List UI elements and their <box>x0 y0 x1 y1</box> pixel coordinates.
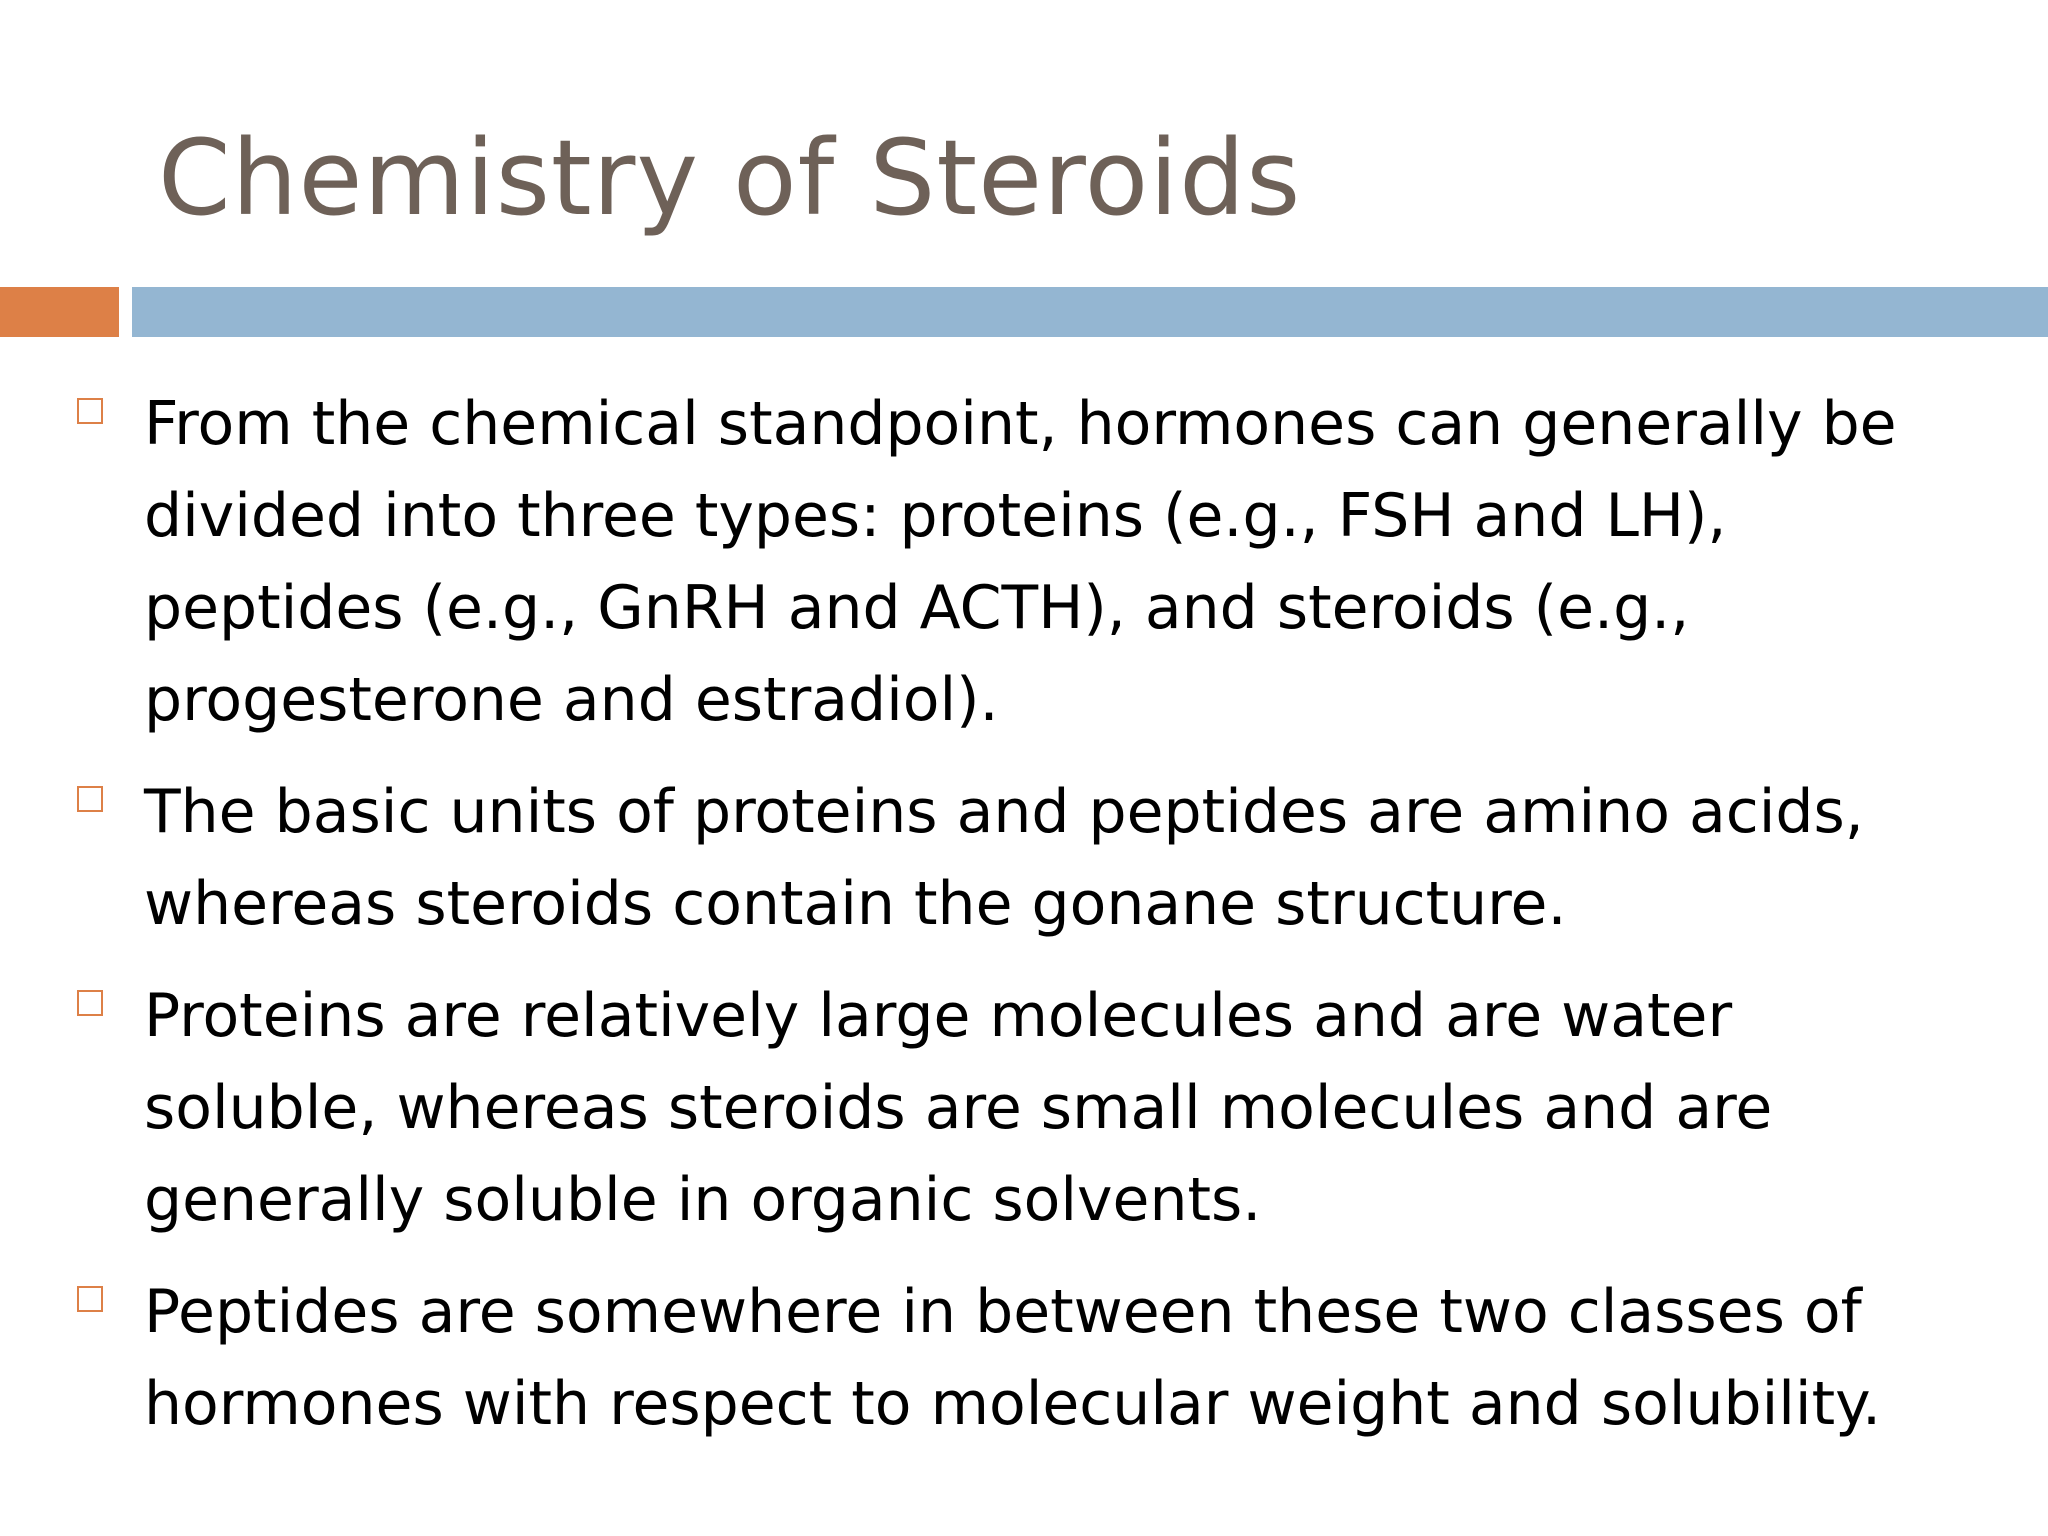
slide-title: Chemistry of Steroids <box>158 117 1302 239</box>
bullet-item <box>0 766 2048 950</box>
hollow-square-bullet-icon <box>77 786 103 812</box>
bullet-text: Peptides are somewhere in between these two classes of hormones with respect to molecular weight and solubility. <box>144 1277 1882 1439</box>
bullet-item <box>0 1266 2048 1450</box>
bullet-list <box>0 378 2048 1470</box>
bullet-item <box>0 378 2048 746</box>
title-accent-bar-orange <box>0 287 119 337</box>
bullet-text: From the chemical standpoint, hormones can generally be divided into three types: proteins (e.g., FSH and LH), peptides (e.g., GnRH and ACTH), and steroids (e.g., progesterone and estradiol). <box>144 389 1897 735</box>
bullet-text: Proteins are relatively large molecules and are water soluble, whereas steroids are small molecules and are generally soluble in organic solvents. <box>144 981 1773 1235</box>
hollow-square-bullet-icon <box>77 990 103 1016</box>
hollow-square-bullet-icon <box>77 1286 103 1312</box>
title-accent-bar-blue <box>132 287 2048 337</box>
hollow-square-bullet-icon <box>77 398 103 424</box>
bullet-text: The basic units of proteins and peptides are amino acids, whereas steroids contain the gonane structure. <box>144 777 1864 939</box>
bullet-item <box>0 970 2048 1246</box>
